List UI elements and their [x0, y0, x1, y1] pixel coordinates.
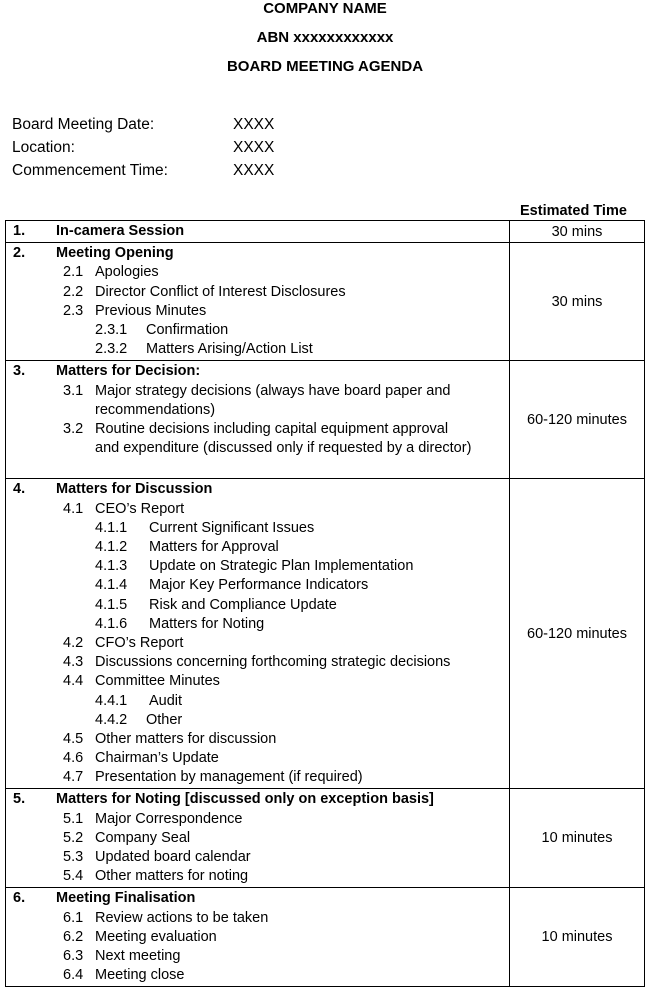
agenda-section-heading — [6, 480, 509, 499]
item-number: 4.4.1 — [95, 692, 128, 709]
item-text: Current Significant Issues — [149, 519, 315, 536]
item-number: 4.2 — [63, 634, 84, 651]
item-text: Major Key Performance Indicators — [149, 577, 369, 594]
item-text: Matters for Approval — [149, 539, 279, 555]
item-number: 2.3.2 — [95, 341, 128, 358]
agenda-section — [6, 221, 645, 243]
info-value-location: XXXX — [233, 139, 275, 156]
item-text: Matters for Noting — [149, 615, 265, 632]
section-number: 5. — [13, 791, 26, 808]
section-title: Meeting Opening — [56, 245, 174, 262]
agenda-section-heading — [6, 244, 509, 263]
agenda-item — [6, 692, 509, 711]
item-text: Major strategy decisions (always have board paper and — [95, 382, 451, 399]
agenda-item — [6, 439, 509, 458]
agenda-item — [6, 634, 509, 653]
item-text: Routine decisions including capital equipment approval — [95, 420, 449, 437]
section-number: 1. — [13, 223, 26, 239]
section-time: 60-120 minutes — [510, 361, 645, 479]
item-number: 2.3 — [63, 302, 84, 319]
agenda-section-content — [6, 789, 510, 888]
info-label-commencement: Commencement Time: — [12, 162, 168, 179]
agenda-item — [6, 576, 509, 595]
item-text: Risk and Compliance Update — [149, 596, 337, 613]
item-number: 4.1.1 — [95, 519, 128, 536]
item-text: Discussions concerning forthcoming strategic decisions — [95, 654, 451, 671]
section-number: 3. — [13, 363, 26, 380]
agenda-item — [6, 596, 509, 615]
agenda-section — [6, 789, 645, 888]
agenda-section — [6, 361, 645, 479]
item-number: 4.1.5 — [95, 596, 128, 613]
item-text: Chairman’s Update — [95, 750, 219, 767]
section-time: 60-120 minutes — [510, 479, 645, 789]
item-number: 4.7 — [63, 769, 84, 786]
item-text: Committee Minutes — [95, 673, 220, 690]
agenda-item — [6, 810, 509, 829]
agenda-item — [6, 302, 509, 321]
item-number: 4.1.2 — [95, 539, 128, 555]
agenda-section-heading — [6, 362, 509, 381]
item-text: Other matters for noting — [95, 868, 249, 885]
item-number: 5.3 — [63, 849, 84, 865]
agenda-section — [6, 888, 645, 987]
estimated-time-header: Estimated Time — [520, 203, 627, 219]
item-number: 4.4.2 — [95, 711, 128, 728]
agenda-item — [6, 263, 509, 282]
company-name: COMPANY NAME — [263, 0, 387, 17]
item-number: 4.1.4 — [95, 577, 128, 594]
agenda-section-content — [6, 479, 510, 789]
item-text: Meeting evaluation — [95, 928, 217, 945]
section-time: 10 minutes — [510, 789, 645, 888]
agenda-item — [6, 867, 509, 886]
item-number: 5.1 — [63, 810, 84, 827]
section-number: 2. — [13, 245, 26, 262]
agenda-item — [6, 420, 509, 439]
info-label-date: Board Meeting Date: — [12, 116, 155, 133]
item-text: Confirmation — [146, 321, 229, 338]
info-value-commencement: XXXX — [233, 162, 275, 179]
info-label-location: Location: — [12, 139, 75, 156]
agenda-item — [6, 966, 509, 985]
item-text: Updated board calendar — [95, 849, 251, 865]
item-text: Next meeting — [95, 947, 181, 964]
item-number: 2.3.1 — [95, 321, 128, 338]
item-number: 4.5 — [63, 730, 84, 747]
item-text: CEO’s Report — [95, 500, 185, 517]
section-title: Matters for Decision: — [56, 363, 201, 380]
agenda-item — [6, 538, 509, 557]
item-number: 6.2 — [63, 928, 84, 945]
item-text: Presentation by management (if required) — [95, 769, 363, 786]
agenda-section-heading — [6, 790, 509, 809]
section-number: 4. — [13, 481, 26, 498]
agenda-title: BOARD MEETING AGENDA — [226, 58, 424, 75]
agenda-item — [6, 829, 509, 848]
item-text: recommendations) — [95, 401, 216, 418]
item-text: Previous Minutes — [95, 302, 207, 319]
agenda-section-content — [6, 243, 510, 361]
agenda-item — [6, 711, 509, 730]
item-number: 5.2 — [63, 829, 84, 846]
item-text: Director Conflict of Interest Disclosures — [95, 283, 346, 300]
agenda-section-heading — [6, 889, 509, 908]
item-text: Apologies — [95, 264, 159, 281]
agenda-item — [6, 321, 509, 340]
section-time: 30 mins — [510, 221, 645, 243]
agenda-item — [6, 672, 509, 691]
item-number: 4.3 — [63, 654, 84, 671]
item-number: 2.2 — [63, 283, 84, 300]
item-text: Company Seal — [95, 829, 191, 846]
item-number: 3.1 — [63, 382, 84, 399]
item-number: 4.1.3 — [95, 558, 128, 575]
agenda-section-heading — [6, 222, 509, 241]
agenda-item — [6, 730, 509, 749]
item-number: 4.1.6 — [95, 615, 128, 632]
agenda-item — [6, 653, 509, 672]
section-title: In-camera Session — [56, 223, 185, 239]
section-time: 30 mins — [510, 243, 645, 361]
info-value-date: XXXX — [233, 116, 275, 133]
agenda-section — [6, 479, 645, 789]
agenda-section-content — [6, 888, 510, 987]
item-number: 4.4 — [63, 673, 84, 690]
section-time: 10 minutes — [510, 888, 645, 987]
agenda-item — [6, 749, 509, 768]
item-number: 2.1 — [63, 264, 84, 281]
agenda-item — [6, 500, 509, 519]
item-text: CFO’s Report — [95, 634, 184, 651]
item-text: Review actions to be taken — [95, 909, 269, 926]
agenda-item — [6, 848, 509, 867]
section-title: Matters for Discussion — [56, 481, 213, 498]
item-number: 4.1 — [63, 500, 84, 517]
agenda-item — [6, 928, 509, 947]
agenda-item — [6, 557, 509, 576]
item-number: 6.3 — [63, 947, 84, 964]
section-title: Matters for Noting [discussed only on exception basis] — [56, 791, 434, 808]
item-number: 5.4 — [63, 868, 84, 885]
agenda-item — [6, 615, 509, 634]
agenda-section — [6, 243, 645, 361]
agenda-item — [6, 283, 509, 302]
agenda-item — [6, 401, 509, 420]
item-text: Other — [146, 711, 183, 728]
section-number: 6. — [13, 890, 26, 907]
agenda-item — [6, 909, 509, 928]
item-number: 4.6 — [63, 750, 84, 767]
agenda-table — [5, 220, 645, 987]
item-number: 6.1 — [63, 909, 84, 926]
company-abn: ABN xxxxxxxxxxxx — [256, 29, 394, 46]
item-text: Other matters for discussion — [95, 730, 277, 747]
agenda-item — [6, 458, 509, 477]
agenda-item — [6, 340, 509, 359]
agenda-item — [6, 519, 509, 538]
agenda-item — [6, 382, 509, 401]
agenda-section-content — [6, 361, 510, 479]
item-number: 6.4 — [63, 967, 84, 984]
item-text: Matters Arising/Action List — [146, 341, 313, 358]
item-number: 3.2 — [63, 420, 84, 437]
item-text: Update on Strategic Plan Implementation — [149, 558, 414, 575]
agenda-item — [6, 947, 509, 966]
agenda-item — [6, 768, 509, 787]
item-text: and expenditure (discussed only if requested by a director) — [95, 440, 472, 457]
item-text: Meeting close — [95, 967, 185, 984]
item-text: Major Correspondence — [95, 810, 243, 827]
section-title: Meeting Finalisation — [56, 890, 196, 907]
item-text: Audit — [149, 692, 183, 709]
agenda-section-content — [6, 221, 510, 243]
